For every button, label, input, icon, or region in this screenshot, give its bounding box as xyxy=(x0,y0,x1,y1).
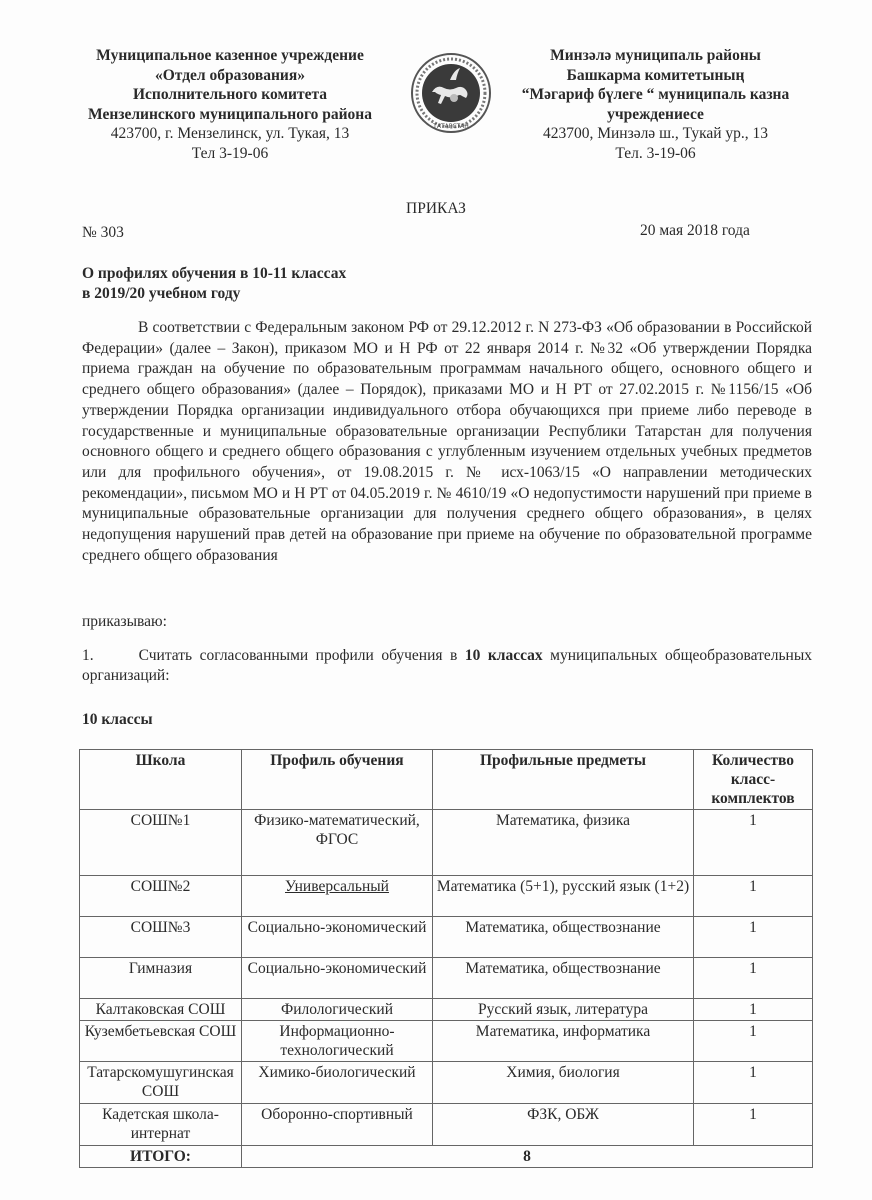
org-name-line-tatar: Минзәлә муниципаль районы xyxy=(550,47,761,64)
preamble-paragraph: В соответствии с Федеральным законом РФ от 29.12.2012 г. N 273-ФЗ «Об образовании в Российской Федерации» (далее – Закон), приказом МО и Н РФ от 22 января 2014 г. №32 «Об утверждении Порядка приема граждан на обучение по образовательным программам начального общего, основного общего и среднего общего образования» (далее – Порядок), приказами МО и Н РТ от 27.02.2015 г. №1156/15 «Об утверждении Порядка организации индивидуального отбора обучающихся при приеме либо переводе в государственные и муниципальные образовательные организации Республики Татарстан для получения основного общего и среднего общего образования с углубленным изучением отдельных учебных предметов или для профильного обучения», от 19.08.2015 г. № исх-1063/15 «О направлении методических рекомендации», письмом МО и Н РТ от 04.05.2019 г. № 4610/19 «О недопустимости нарушений при приеме в муниципальные образовательные организации для получения среднего общего образования», в целях недопущения нарушений прав детей на образование при приеме на обучение по образовательной программе среднего общего образования xyxy=(82,319,812,564)
item-text: муниципальных общеобразовательных организаций: xyxy=(82,647,812,684)
cell-count: 1 xyxy=(694,1021,813,1062)
cell-profile: Филологический xyxy=(242,999,433,1021)
total-value: 8 xyxy=(242,1146,813,1168)
cell-profile: Социально-экономический xyxy=(242,917,433,958)
cell-profile: Физико-математический, ФГОС xyxy=(242,810,433,876)
cell-school: СОШ№3 xyxy=(80,917,242,958)
cell-count: 1 xyxy=(694,810,813,876)
cell-subjects: Математика, обществознание xyxy=(433,958,694,999)
table-row xyxy=(80,1021,813,1062)
total-label: ИТОГО: xyxy=(80,1146,242,1168)
profiles-table xyxy=(79,749,813,1168)
table-row xyxy=(80,999,813,1021)
cell-school: Кузембетьевская СОШ xyxy=(80,1021,242,1062)
tatarstan-emblem-icon xyxy=(410,52,492,134)
cell-school: СОШ№1 xyxy=(80,810,242,876)
cell-count: 1 xyxy=(694,917,813,958)
cell-profile: Информационно-технологический xyxy=(242,1021,433,1062)
org-name-line: Муниципальное казенное учреждение xyxy=(96,47,364,64)
cell-subjects: Математика, информатика xyxy=(433,1021,694,1062)
header-subjects: Профильные предметы xyxy=(433,750,694,810)
cell-subjects: Математика (5+1), русский язык (1+2) xyxy=(433,876,694,917)
item-text-bold: 10 классах xyxy=(464,647,543,664)
item-text: 1. Считать согласованными профили обучения в xyxy=(82,647,465,664)
cell-subjects: Математика, обществознание xyxy=(433,917,694,958)
org-name-line-tatar: “Мәгариф бүлеге “ муниципаль казна xyxy=(521,86,790,103)
org-address: 423700, г. Мензелинск, ул. Тукая, 13 xyxy=(110,125,350,142)
subject-line: О профилях обучения в 10-11 классах xyxy=(82,265,347,282)
cell-school: Кадетская школа-интернат xyxy=(80,1104,242,1146)
table-header-row xyxy=(80,750,813,810)
header-profile: Профиль обучения xyxy=(242,750,433,810)
org-name-line: Исполнительного комитета xyxy=(132,86,328,103)
order-item-1 xyxy=(82,646,812,686)
header-class-count: Количество класс-комплектов xyxy=(694,750,813,810)
table-row xyxy=(80,876,813,917)
cell-count: 1 xyxy=(694,958,813,999)
org-name-line: Мензелинского муниципального района xyxy=(88,105,372,123)
cell-profile: Химико-биологический xyxy=(242,1062,433,1104)
header-left-organization xyxy=(60,46,400,163)
table-row xyxy=(80,810,813,876)
cell-profile: Социально-экономический xyxy=(242,958,433,999)
table-row xyxy=(80,1062,813,1104)
header-school: Школа xyxy=(80,750,242,810)
cell-count: 1 xyxy=(694,876,813,917)
cell-subjects: Химия, биология xyxy=(433,1062,694,1104)
document-date: 20 мая 2018 года xyxy=(640,222,750,239)
cell-subjects: ФЗК, ОБЖ xyxy=(433,1104,694,1146)
org-phone: Тел 3-19-06 xyxy=(191,144,269,162)
org-name-line: «Отдел образования» xyxy=(155,66,305,84)
table-total-row xyxy=(80,1146,813,1168)
cell-school: Татарскомушугинская СОШ xyxy=(80,1062,242,1104)
table-row xyxy=(80,917,813,958)
document-number: № 303 xyxy=(82,224,124,241)
document-type: ПРИКАЗ xyxy=(406,200,466,217)
org-phone-tatar: Тел. 3-19-06 xyxy=(615,144,696,162)
table-row xyxy=(80,958,813,999)
cell-school: СОШ№2 xyxy=(80,876,242,917)
cell-count: 1 xyxy=(694,999,813,1021)
document-subject xyxy=(82,264,346,304)
table-row xyxy=(80,1104,813,1146)
subject-line: в 2019/20 учебном году xyxy=(82,285,241,302)
org-address-tatar: 423700, Минзәлә ш., Тукай ур., 13 xyxy=(542,125,769,142)
org-name-line-tatar: Башкарма комитетының xyxy=(566,66,745,84)
org-name-line-tatar: учреждениесе xyxy=(607,105,704,123)
header-right-organization xyxy=(483,46,828,163)
order-word: приказываю: xyxy=(82,613,167,630)
cell-profile: Универсальный xyxy=(242,876,433,917)
cell-school: Гимназия xyxy=(80,958,242,999)
cell-subjects: Русский язык, литература xyxy=(433,999,694,1021)
emblem-label: ТАТАРСТАН xyxy=(433,123,469,130)
cell-count: 1 xyxy=(694,1062,813,1104)
section-title: 10 классы xyxy=(82,711,153,728)
cell-count: 1 xyxy=(694,1104,813,1146)
cell-school: Калтаковская СОШ xyxy=(80,999,242,1021)
cell-profile: Оборонно-спортивный xyxy=(242,1104,433,1146)
cell-subjects: Математика, физика xyxy=(433,810,694,876)
